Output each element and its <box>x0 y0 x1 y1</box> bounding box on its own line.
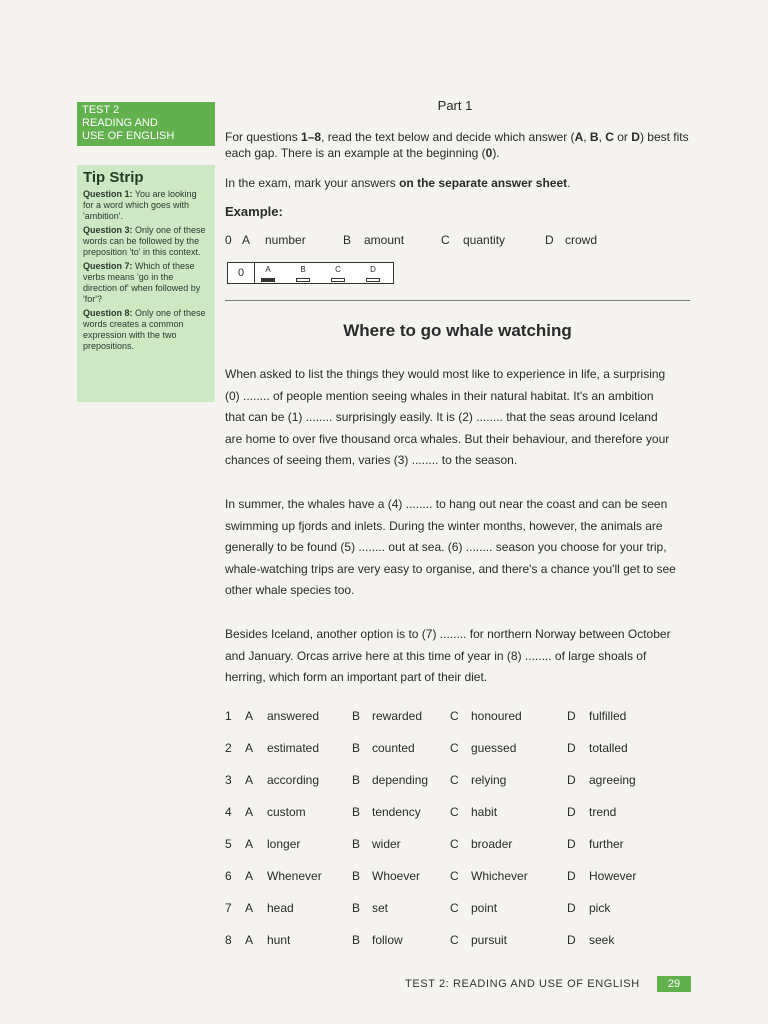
option-a: estimated <box>267 741 320 755</box>
option-c: pursuit <box>471 933 508 947</box>
instr-text: For questions <box>225 130 302 144</box>
option-letter-d: D <box>567 709 576 723</box>
divider <box>225 300 690 301</box>
instr-text: or <box>613 130 632 144</box>
instr-emphasis: on the separate answer sheet <box>399 176 568 190</box>
tip-item <box>83 261 209 305</box>
instr-example-num: 0 <box>485 146 493 160</box>
option-a: answered <box>267 709 320 723</box>
option-row <box>225 837 695 857</box>
instr-range: 1–8 <box>301 130 322 144</box>
text-line: whale-watching trips are very easy to organise, and there's a chance you'll get to see <box>225 561 676 576</box>
instr-text: ). <box>492 146 500 160</box>
option-letter-a: A <box>245 773 254 787</box>
option-d: fulfilled <box>589 709 627 723</box>
option-b: tendency <box>372 805 421 819</box>
example-letter-c: C <box>441 233 450 247</box>
option-c: relying <box>471 773 507 787</box>
instr-letter: A <box>574 130 584 144</box>
option-row <box>225 741 695 761</box>
part-title: Part 1 <box>437 98 473 113</box>
option-d: agreeing <box>589 773 636 787</box>
question-number: 6 <box>225 869 232 883</box>
option-a: hunt <box>267 933 291 947</box>
option-b: depending <box>372 773 429 787</box>
question-number: 2 <box>225 741 232 755</box>
tip-text: Which of these verbs means 'go in the direction of' when followed by 'for'? <box>83 261 201 304</box>
option-letter-d: D <box>567 901 576 915</box>
tip-text: Only one of these words creates a common expression with the two prepositions. <box>83 308 206 351</box>
option-d: totalled <box>589 741 628 755</box>
option-row <box>225 709 695 729</box>
paragraph-2 <box>225 494 691 602</box>
option-letter-c: C <box>450 901 459 915</box>
test-paper-line2: USE OF ENGLISH <box>82 130 175 142</box>
question-number: 3 <box>225 773 232 787</box>
tip-text: Only one of these words can be followed by the preposition 'to' in this context. <box>83 225 206 257</box>
option-c: broader <box>471 837 513 851</box>
answer-bubble-c <box>331 278 345 282</box>
exam-instruction <box>225 175 695 191</box>
question-number: 4 <box>225 805 232 819</box>
text-line: (0) ........ of people mention seeing whales in their natural habitat. It's an ambition <box>225 388 654 403</box>
option-c: Whichever <box>471 869 528 883</box>
option-letter-d: D <box>567 933 576 947</box>
option-letter-b: B <box>352 837 361 851</box>
option-letter-a: A <box>245 869 254 883</box>
option-c: habit <box>471 805 498 819</box>
option-d: seek <box>589 933 615 947</box>
test-paper-line1: READING AND <box>82 117 158 129</box>
option-a: according <box>267 773 320 787</box>
option-letter-d: D <box>567 869 576 883</box>
paragraph-1 <box>225 364 691 472</box>
question-number: 8 <box>225 933 232 947</box>
example-word-a: number <box>265 233 306 247</box>
tip-question: Question 7: <box>83 261 133 271</box>
option-d: pick <box>589 901 611 915</box>
option-b: rewarded <box>372 709 423 723</box>
instr-letter: D <box>631 130 640 144</box>
option-a: longer <box>267 837 301 851</box>
tip-text: You are looking for a word which goes with 'ambition'. <box>83 189 197 221</box>
instr-text: , <box>583 130 590 144</box>
option-letter-a: A <box>245 805 254 819</box>
option-letter-c: C <box>450 709 459 723</box>
question-number: 1 <box>225 709 232 723</box>
text-line: In summer, the whales have a (4) ........ to hang out near the coast and can be seen <box>225 497 668 511</box>
option-b: wider <box>372 837 401 851</box>
option-b: counted <box>372 741 415 755</box>
option-letter-b: B <box>352 805 361 819</box>
option-a: Whenever <box>267 869 322 883</box>
option-row <box>225 933 695 953</box>
option-letter-c: C <box>450 741 459 755</box>
option-letter-a: A <box>245 709 254 723</box>
option-c: guessed <box>471 741 517 755</box>
option-letter-d: D <box>567 773 576 787</box>
example-answer-grid <box>227 262 394 284</box>
option-c: point <box>471 901 498 915</box>
tip-question: Question 3: <box>83 225 133 235</box>
text-line: When asked to list the things they would most like to experience in life, a surprising <box>225 367 666 381</box>
option-letter-b: B <box>352 933 361 947</box>
example-letter-b: B <box>343 233 352 247</box>
option-letter-b: B <box>352 901 361 915</box>
example-word-c: quantity <box>463 233 506 247</box>
tip-question: Question 8: <box>83 308 133 318</box>
option-row <box>225 773 695 793</box>
answer-bubble-d <box>366 278 380 282</box>
instructions <box>225 129 695 161</box>
option-b: set <box>372 901 389 915</box>
answer-bubble-a-filled <box>261 278 275 282</box>
option-letter-d: D <box>567 837 576 851</box>
instr-text: , <box>598 130 606 144</box>
option-letter-d: D <box>567 741 576 755</box>
question-number: 7 <box>225 901 232 915</box>
example-label: Example: <box>225 204 283 219</box>
example-word-b: amount <box>364 233 405 247</box>
test-section-label <box>77 102 215 146</box>
option-letter-d: D <box>567 805 576 819</box>
option-letter-c: C <box>450 837 459 851</box>
text-line: herring, which form an important part of their diet. <box>225 670 488 684</box>
answer-grid-letter-b: B <box>300 265 306 274</box>
instr-letter: C <box>605 130 614 144</box>
answer-grid-letter-d: D <box>370 265 376 274</box>
question-number: 5 <box>225 837 232 851</box>
option-row <box>225 901 695 921</box>
option-letter-a: A <box>245 901 254 915</box>
option-d: trend <box>589 805 617 819</box>
tip-strip <box>77 165 215 402</box>
text-line: chances of seeing them, varies (3) ........ to the season. <box>225 453 518 467</box>
example-num: 0 <box>225 233 232 247</box>
option-row <box>225 805 695 825</box>
answer-grid-number: 0 <box>228 263 255 283</box>
text-line: Besides Iceland, another option is to (7) ........ for northern Norway between October <box>225 627 671 641</box>
answer-grid-letter-a: A <box>265 265 271 274</box>
text-line: are home to over five thousand orca whales. But their behaviour, and therefore your <box>225 431 670 446</box>
option-letter-b: B <box>352 709 361 723</box>
option-letter-c: C <box>450 933 459 947</box>
test-number: TEST 2 <box>82 104 120 116</box>
instr-text: In the exam, mark your answers <box>225 176 400 190</box>
tip-question: Question 1: <box>83 189 133 199</box>
instr-text: . <box>567 176 571 190</box>
instr-text: , read the text below and decide which answer ( <box>321 130 575 144</box>
text-line: and January. Orcas arrive here at this time of year in (8) ........ of large shoals of <box>225 648 647 663</box>
option-a: head <box>267 901 294 915</box>
option-letter-c: C <box>450 805 459 819</box>
instr-text: ) best fits each gap. There is an example at the beginning ( <box>225 130 689 160</box>
option-a: custom <box>267 805 306 819</box>
tip-item <box>83 225 209 258</box>
example-letter-d: D <box>545 233 554 247</box>
text-line: swimming up fjords and inlets. During the winter months, however, the animals are <box>225 518 663 533</box>
option-letter-b: B <box>352 741 361 755</box>
text-line: that can be (1) ........ surprisingly easily. It is (2) ........ that the seas around Iceland <box>225 410 658 424</box>
page-number: 29 <box>657 976 691 992</box>
example-letter-a: A <box>242 233 251 247</box>
option-c: honoured <box>471 709 522 723</box>
option-d: However <box>589 869 637 883</box>
option-letter-c: C <box>450 773 459 787</box>
tip-strip-title: Tip Strip <box>83 169 144 186</box>
option-letter-a: A <box>245 741 254 755</box>
text-line: generally to be found (5) ........ out at sea. (6) ........ season you choose for your trip, <box>225 540 667 554</box>
paragraph-3 <box>225 624 691 689</box>
tip-item <box>83 189 209 222</box>
option-letter-a: A <box>245 837 254 851</box>
tip-item <box>83 308 209 352</box>
option-letter-b: B <box>352 869 361 883</box>
option-letter-b: B <box>352 773 361 787</box>
story-title: Where to go whale watching <box>343 321 572 340</box>
option-letter-c: C <box>450 869 459 883</box>
answer-bubble-b <box>296 278 310 282</box>
example-word-d: crowd <box>565 233 598 247</box>
footer-section-title: TEST 2: READING AND USE OF ENGLISH <box>405 978 640 990</box>
option-row <box>225 869 695 889</box>
option-letter-a: A <box>245 933 254 947</box>
option-d: further <box>589 837 624 851</box>
text-line: other whale species too. <box>225 583 355 597</box>
option-b: Whoever <box>372 869 421 883</box>
instr-letter: B <box>589 130 599 144</box>
option-b: follow <box>372 933 403 947</box>
answer-grid-letter-c: C <box>335 265 341 274</box>
